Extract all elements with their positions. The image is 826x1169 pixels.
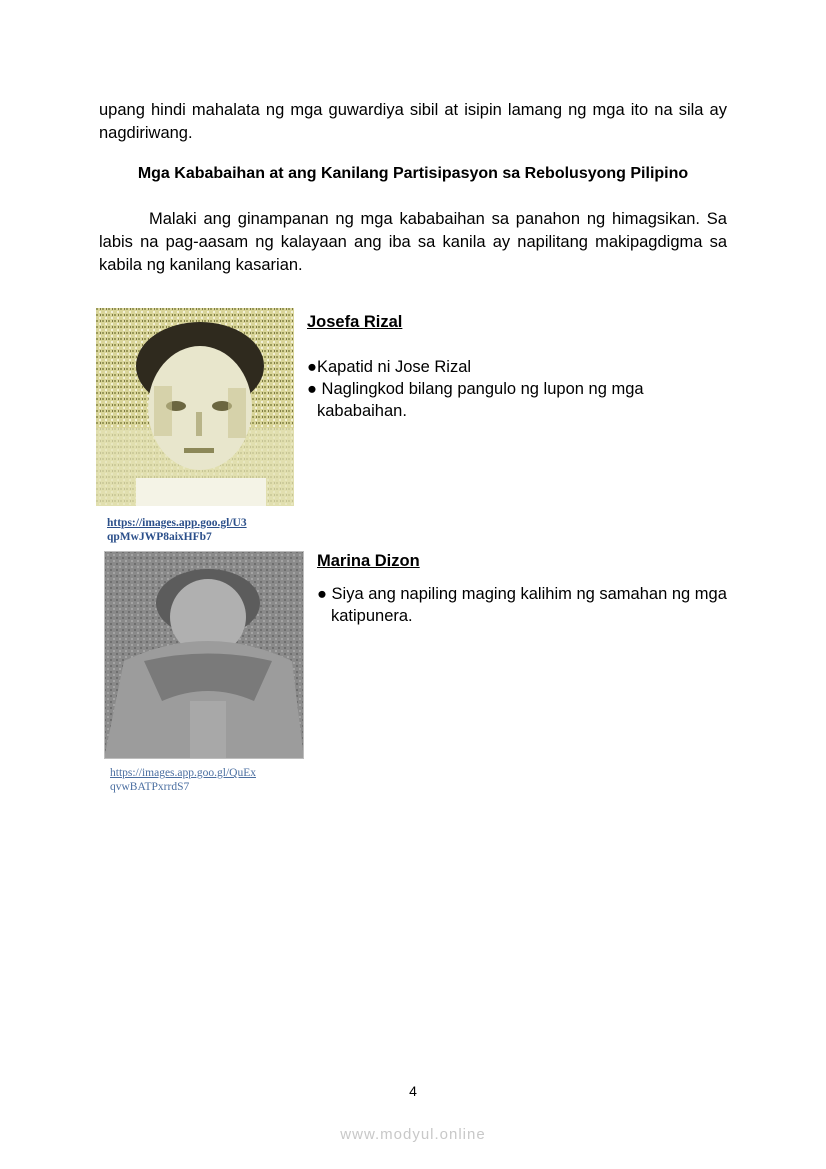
josefa-rizal-image-link[interactable]: [107, 516, 247, 544]
marina-dizon-facts: [317, 583, 737, 627]
list-item: ● Naglingkod bilang pangulo ng lupon ng mga kababaihan.: [307, 380, 644, 420]
image-link-line2[interactable]: qvwBATPxrrdS7: [110, 781, 190, 793]
list-item: ● Siya ang napiling maging kalihim ng samahan ng mga katipunera.: [317, 585, 727, 625]
paragraph-intro: Malaki ang ginampanan ng mga kababaihan sa panahon ng himagsikan. Sa labis na pag-aasam ng kalayaan ang iba sa kanila ay napilitang makipagdigma sa kabila ng kanilang kasarian.: [99, 210, 727, 274]
marina-dizon-image-link[interactable]: [110, 766, 256, 794]
image-link-line1[interactable]: https://images.app.goo.gl/U3: [107, 517, 247, 529]
watermark: www.modyul.online: [340, 1126, 486, 1143]
josefa-rizal-facts: [307, 356, 727, 422]
paragraph-top: upang hindi mahalata ng mga guwardiya sibil at isipin lamang ng mga ito na sila ay nagdiriwang.: [99, 101, 727, 142]
marina-dizon-photo: [104, 551, 304, 759]
section-heading: Mga Kababaihan at ang Kanilang Partisipasyon sa Rebolusyong Pilipino: [137, 165, 689, 182]
page-number: 4: [409, 1083, 417, 1099]
image-link-line1[interactable]: https://images.app.goo.gl/QuEx: [110, 767, 256, 779]
josefa-rizal-name: Josefa Rizal: [307, 313, 403, 331]
list-item: ●Kapatid ni Jose Rizal: [307, 358, 472, 376]
marina-dizon-name: Marina Dizon: [317, 552, 420, 570]
josefa-rizal-photo: [96, 308, 294, 506]
image-link-line2[interactable]: qpMwJWP8aixHFb7: [107, 531, 212, 543]
